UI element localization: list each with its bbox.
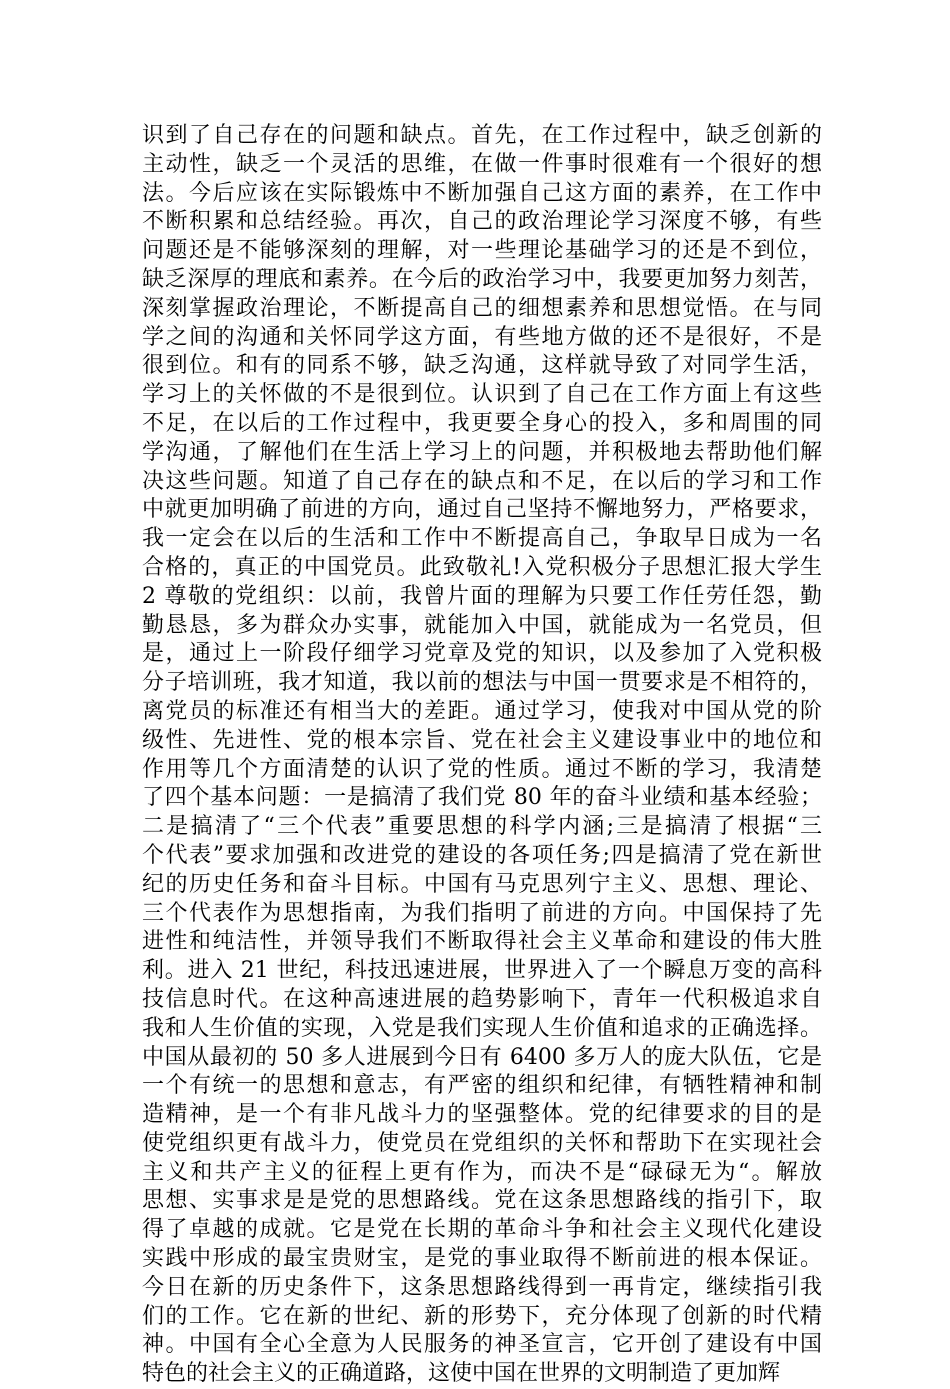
text-line: 勤恳恳，多为群众办实事，就能加入中国，就能成为一名党员，但 <box>142 612 822 638</box>
text-line: 实践中形成的最宝贵财宝，是党的事业取得不断前进的根本保证。 <box>142 1246 822 1272</box>
text-line: 主动性，缺乏一个灵活的思维，在做一件事时很难有一个很好的想 <box>142 151 822 177</box>
text-line: 利。进入 21 世纪，科技迅速进展，世界进入了一个瞬息万变的高科 <box>142 958 822 984</box>
text-line: 离党员的标准还有相当大的差距。通过学习，使我对中国从党的阶 <box>142 698 822 724</box>
text-line: 是，通过上一阶段仔细学习党章及党的知识，以及参加了入党积极 <box>142 641 822 667</box>
text-line: 个代表”要求加强和改进党的建设的各项任务;四是搞清了党在新世 <box>142 842 822 868</box>
text-line: 神。中国有全心全意为人民服务的神圣宣言，它开创了建设有中国 <box>142 1332 822 1358</box>
text-line: 学沟通，了解他们在生活上学习上的问题，并积极地去帮助他们解 <box>142 439 822 465</box>
text-line: 二是搞清了“三个代表”重要思想的科学内涵;三是搞清了根据“三 <box>142 814 822 840</box>
text-line: 学之间的沟通和关怀同学这方面，有些地方做的还不是很好，不是 <box>142 324 822 350</box>
text-line: 使党组织更有战斗力，使党员在党组织的关怀和帮助下在实现社会 <box>142 1130 822 1156</box>
text-line: 很到位。和有的同系不够，缺乏沟通，这样就导致了对同学生活， <box>142 353 822 379</box>
text-line: 分子培训班，我才知道，我以前的想法与中国一贯要求是不相符的， <box>142 670 822 696</box>
text-line: 思想、实事求是是党的思想路线。党在这条思想路线的指引下，取 <box>142 1188 822 1214</box>
text-line: 一个有统一的思想和意志，有严密的组织和纪律，有牺牲精神和制 <box>142 1073 822 1099</box>
text-line: 2 尊敬的党组织：以前，我曾片面的理解为只要工作任劳任怨，勤 <box>142 583 822 609</box>
text-line: 缺乏深厚的理底和素养。在今后的政治学习中，我要更加努力刻苦， <box>142 266 822 292</box>
text-line: 深刻掌握政治理论，不断提高自己的细想素养和思想觉悟。在与同 <box>142 295 822 321</box>
text-line: 识到了自己存在的问题和缺点。首先，在工作过程中，缺乏创新的 <box>142 123 822 148</box>
text-line: 法。今后应该在实际锻炼中不断加强自己这方面的素养，在工作中 <box>142 180 822 206</box>
text-line: 级性、先进性、党的根本宗旨、党在社会主义建设事业中的地位和 <box>142 727 822 753</box>
text-line: 了四个基本问题：一是搞清了我们党 80 年的奋斗业绩和基本经验； <box>142 785 822 811</box>
text-line: 主义和共产主义的征程上更有作为，而决不是“碌碌无为“。解放 <box>142 1159 822 1185</box>
text-line: 造精神，是一个有非凡战斗力的坚强整体。党的纪律要求的目的是 <box>142 1102 822 1128</box>
text-line: 学习上的关怀做的不是很到位。认识到了自己在工作方面上有这些 <box>142 382 822 408</box>
text-line: 我一定会在以后的生活和工作中不断提高自己，争取早日成为一名 <box>142 526 822 552</box>
text-line: 不断积累和总结经验。再次，自己的政治理论学习深度不够，有些 <box>142 209 822 235</box>
body-text <box>142 122 822 1389</box>
text-line: 三个代表作为思想指南，为我们指明了前进的方向。中国保持了先 <box>142 900 822 926</box>
text-line: 决这些问题。知道了自己存在的缺点和不足，在以后的学习和工作 <box>142 468 822 494</box>
text-line: 问题还是不能够深刻的理解，对一些理论基础学习的还是不到位， <box>142 238 822 264</box>
text-line: 作用等几个方面清楚的认识了党的性质。通过不断的学习，我清楚 <box>142 756 822 782</box>
text-line: 今日在新的历史条件下，这条思想路线得到一再肯定，继续指引我 <box>142 1274 822 1300</box>
text-line: 进性和纯洁性，并领导我们不断取得社会主义革命和建设的伟大胜 <box>142 929 822 955</box>
text-line: 我和人生价值的实现，入党是我们实现人生价值和追求的正确选择。 <box>142 1015 822 1041</box>
text-line: 得了卓越的成就。它是党在长期的革命斗争和社会主义现代化建设 <box>142 1217 822 1243</box>
text-line: 技信息时代。在这种高速进展的趋势影响下，青年一代积极追求自 <box>142 986 822 1012</box>
text-line: 不足，在以后的工作过程中，我更要全身心的投入，多和周围的同 <box>142 410 822 436</box>
text-line: 合格的，真正的中国党员。此致敬礼!入党积极分子思想汇报大学生 <box>142 554 822 580</box>
text-line: 中国从最初的 50 多人进展到今日有 6400 多万人的庞大队伍，它是 <box>142 1044 822 1070</box>
text-line: 纪的历史任务和奋斗目标。中国有马克思列宁主义、思想、理论、 <box>142 871 822 897</box>
text-line: 们的工作。它在新的世纪、新的形势下，充分体现了创新的时代精 <box>142 1303 822 1329</box>
text-line: 特色的社会主义的正确道路，这使中国在世界的文明制造了更加辉 <box>142 1361 781 1387</box>
text-line: 中就更加明确了前进的方向，通过自己坚持不懈地努力，严格要求， <box>142 497 822 523</box>
